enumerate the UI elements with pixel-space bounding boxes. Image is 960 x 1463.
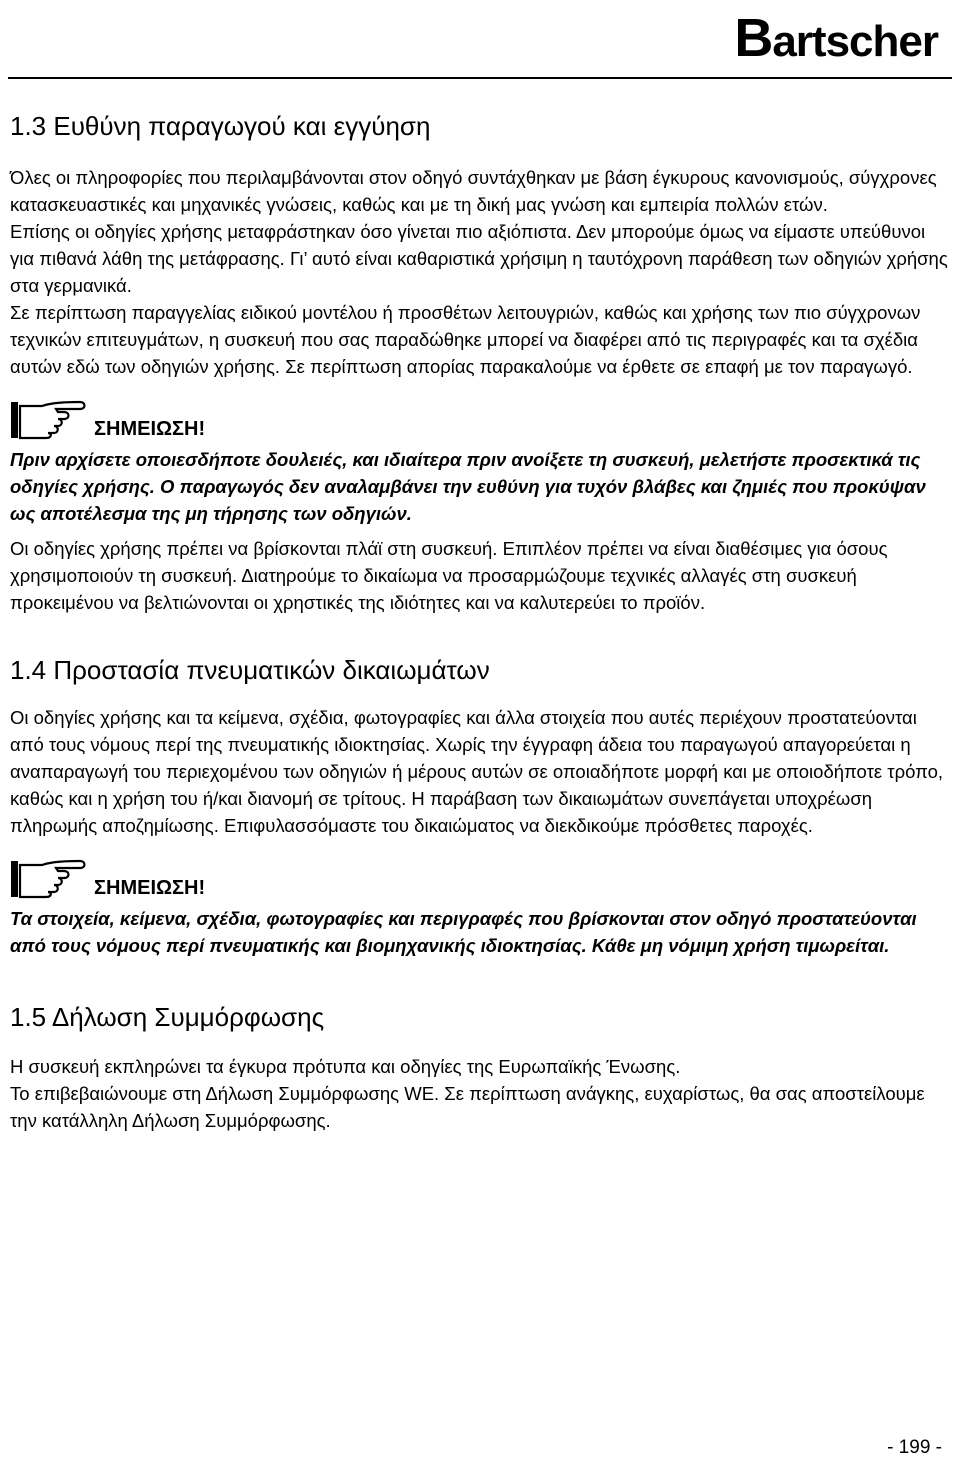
paragraph: Επίσης οι οδηγίες χρήσης μεταφράστηκαν όσο γίνεται πιο αξιόπιστα. Δεν μπορούμε όμως να είμαστε υπεύθυνοι για πιθανά λάθη της μετάφρασης. Γι’ αυτό είναι καθαριστικά χρήσιμη η ταυτόχρονη παράθεση των οδηγιών χρήσης στα γερμανικά. bbox=[10, 221, 948, 296]
note-label: ΣΗΜΕΙΩΣΗ! bbox=[94, 877, 206, 899]
paragraph: Όλες οι πληροφορίες που περιλαμβάνονται στον οδηγό συντάχθηκαν με βάση έγκυρους κανονισμούς, σύγχρονες κατασκευαστικές και μηχανικές γνώσεις, καθώς και με τη δική μας γνώση και εμπειρία πολλών ετών. bbox=[10, 167, 937, 215]
paragraph: Οι οδηγίες χρήσης πρέπει να βρίσκονται πλάϊ στη συσκευή. Επιπλέον πρέπει να είναι διαθέσιμες για όσους χρησιμοποιούν τη συσκευή. Διατηρούμε το δικαίωμα να προσαρμώζουμε τεχνικές αλλαγές στη συσκευή προκειμένου να βελτιώνονται οι χρηστικές της ιδιότητες και να καλυτερεύει το προϊόν. bbox=[10, 538, 888, 613]
section-title-1-5: 1.5 Δήλωση Συμμόρφωσης bbox=[10, 1002, 325, 1032]
note-label: ΣΗΜΕΙΩΣΗ! bbox=[94, 418, 206, 440]
pointing-hand-icon bbox=[10, 859, 88, 899]
paragraph: Η συσκευή εκπληρώνει τα έγκυρα πρότυπα και οδηγίες της Ευρωπαϊκής Ένωσης. bbox=[10, 1056, 681, 1077]
note-text: Πριν αρχίσετε οποιεσδήποτε δουλειές, και ιδιαίτερα πριν ανοίξετε τη συσκευή, μελετήστε προσεκτικά τις οδηγίες χρήσης. Ο παραγωγός δεν αναλαμβάνει την ευθύνη για τυχόν βλάβες και ζημιές που προκύψαν ως αποτέλεσμα της μη τήρησης των οδηγιών. bbox=[10, 449, 926, 524]
bartscher-logo: Bartscher bbox=[734, 8, 938, 68]
document-body bbox=[10, 108, 950, 1134]
section-title-1-3: 1.3 Ευθύνη παραγωγού και εγγύηση bbox=[10, 111, 431, 141]
note-text: Τα στοιχεία, κείμενα, σχέδια, φωτογραφίες και περιγραφές που βρίσκονται στον οδηγό προστατεύονται από τους νόμους περί πνευματικής και βιομηχανικής ιδιοκτησίας. Κάθε μη νόμιμη χρήση τιμωρείται. bbox=[10, 908, 917, 956]
note-header bbox=[10, 394, 950, 440]
note-header bbox=[10, 853, 950, 899]
paragraph: Σε περίπτωση παραγγελίας ειδικού μοντέλου ή προσθέτων λειτουγριών, καθώς και χρήσης των πιο σύγχρονων τεχνικών επιτευγμάτων, η συσκευή που σας παραδώθηκε μπορεί να διαφέρει από τις περιγραφές και τα σχέδια αυτών εδώ των οδηγιών χρήσης. Σε περίπτωση απορίας παρακαλούμε να έρθετε σε επαφή με τον παραγωγό. bbox=[10, 302, 921, 377]
pointing-hand-icon bbox=[10, 400, 88, 440]
paragraph: Το επιβεβαιώνουμε στη Δήλωση Συμμόρφωσης WE. Σε περίπτωση ανάγκης, ευχαρίστως, θα σας αποστείλουμε την κατάλληλη Δήλωση Συμμόρφωσης. bbox=[10, 1083, 925, 1131]
page-number: - 199 - bbox=[887, 1437, 942, 1458]
paragraph: Οι οδηγίες χρήσης και τα κείμενα, σχέδια, φωτογραφίες και άλλα στοιχεία που αυτές περιέχουν προστατεύονται από τους νόμους περί της πνευματικής ιδιοκτησίας. Χωρίς την έγγραφη άδεια του παραγωγού απαγορεύεται η αναπαραγωγή του περιεχομένου των οδηγιών ή μέρους αυτών σε οποιαδήποτε μορφή και με οποιοδήποτε τρόπο, καθώς και η χρήση του ή/και διανομή σε τρίτους. Η παράβαση των δικαιωμάτων συνεπάγεται υποχρέωση πληρωμής αποζημίωσης. Επιφυλασσόμαστε του δικαιώματος να διεκδικούμε πρόσθετες παροχές. bbox=[10, 707, 944, 836]
section-title-1-4: 1.4 Προστασία πνευματικών δικαιωμάτων bbox=[10, 655, 490, 685]
header-rule bbox=[8, 77, 952, 79]
